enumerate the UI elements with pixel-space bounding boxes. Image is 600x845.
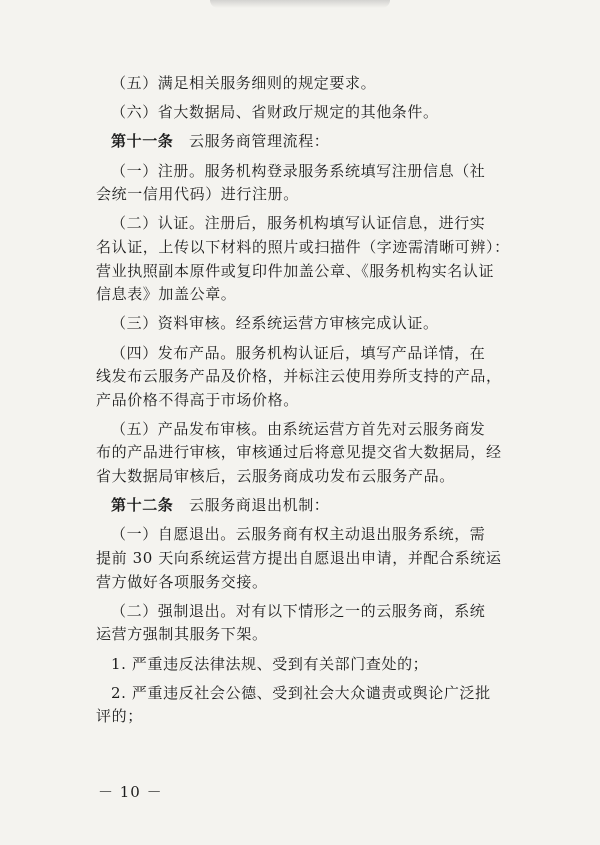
text-line: （六）省大数据局、省财政厅规定的其他条件。 (111, 103, 439, 122)
text-line: （二）强制退出。对有以下情形之一的云服务商，系统 (111, 601, 486, 620)
clause-item (96, 523, 516, 594)
text-line: 营业执照副本原件或复印件加盖公章、《服务机构实名认证 (96, 261, 495, 280)
clause-item (96, 682, 516, 729)
text-line: 2. 严重违反社会公德、受到社会大众谴责或舆论广泛批 (111, 683, 491, 702)
text-line: 布的产品进行审核，审核通过后将意见提交省大数据局，经 (96, 443, 502, 462)
text-line: 营方做好各项服务交接。 (96, 572, 268, 591)
text-line: 运营方强制其服务下架。 (96, 625, 268, 644)
clause-item (96, 212, 516, 306)
text-line: （二）认证。注册后，服务机构填写认证信息，进行实 (111, 214, 486, 233)
text-line: （三）资料审核。经系统运营方审核完成认证。 (111, 314, 439, 333)
clause-item (96, 418, 516, 489)
clause-item (96, 342, 516, 413)
article-heading (96, 494, 516, 518)
clause-item (96, 312, 516, 336)
clause-item (96, 72, 516, 96)
text-line: （四）发布产品。服务机构认证后，填写产品详情，在 (111, 343, 486, 362)
text-line: （一）注册。服务机构登录服务系统填写注册信息（社 (111, 161, 486, 180)
clause-item (96, 653, 516, 677)
text-line: （五）满足相关服务细则的规定要求。 (111, 74, 377, 92)
text-line: 省大数据局审核后，云服务商成功发布云服务产品。 (96, 467, 455, 486)
clause-item (96, 600, 516, 647)
text-line: 评的； (96, 707, 143, 726)
text-line: 信息表》加盖公章。 (96, 285, 237, 304)
article-title: 云服务商退出机制： (173, 496, 330, 515)
text-line: 提前 30 天向系统运营方提出自愿退出申请，并配合系统运 (96, 549, 502, 568)
text-line: 1. 严重违反法律法规、受到有关部门查处的； (111, 654, 429, 673)
clause-item (96, 160, 516, 207)
text-line: （五）产品发布审核。由系统运营方首先对云服务商发 (111, 419, 486, 438)
article-heading (96, 130, 516, 154)
article-number: 第十二条 (111, 496, 174, 515)
text-line: 产品价格不得高于市场价格。 (96, 390, 299, 409)
clause-item (96, 101, 516, 125)
text-line: 名认证，上传以下材料的照片或扫描件（字迹需清晰可辨）： (96, 237, 510, 256)
text-line: 会统一信用代码）进行注册。 (96, 185, 299, 204)
text-line: 线发布云服务产品及价格，并标注云使用券所支持的产品， (96, 367, 502, 386)
article-number: 第十一条 (111, 132, 174, 151)
document-body (96, 72, 516, 735)
article-title: 云服务商管理流程： (173, 132, 330, 151)
page-number: － 10 － (98, 783, 163, 801)
scan-shadow (210, 0, 390, 8)
text-line: （一）自愿退出。云服务商有权主动退出服务系统，需 (111, 525, 486, 544)
